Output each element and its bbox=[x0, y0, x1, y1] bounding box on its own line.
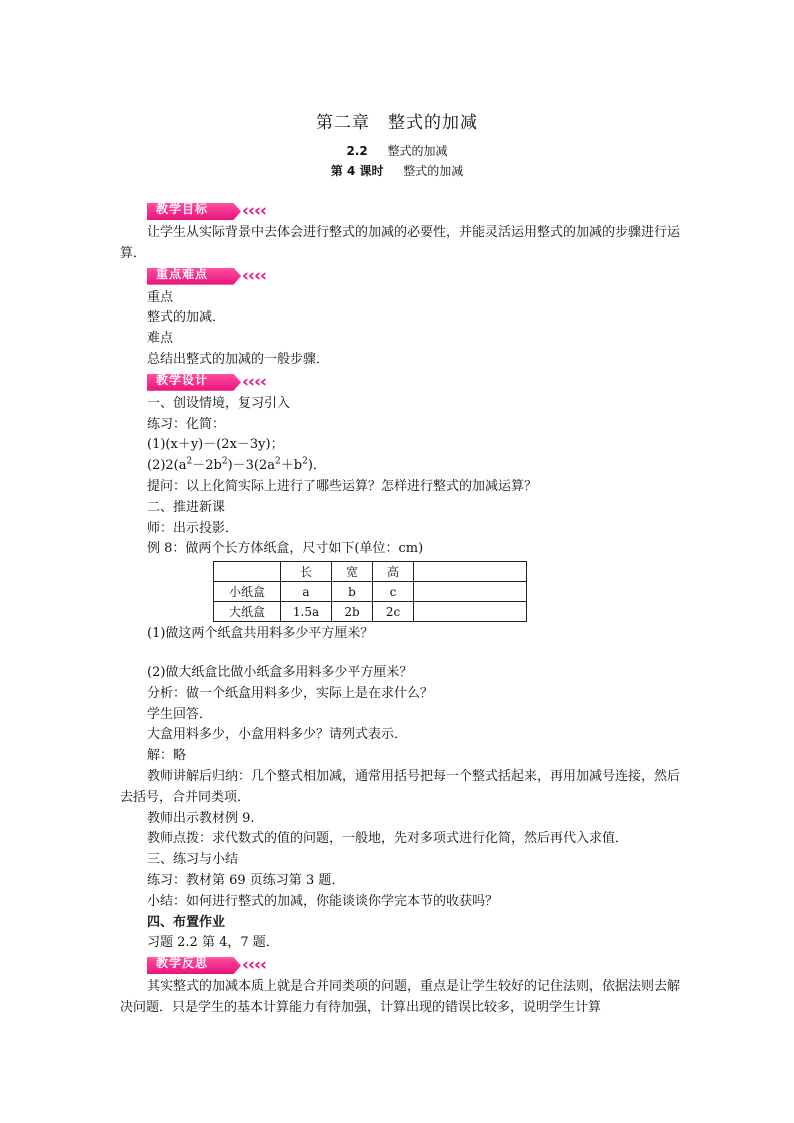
key-points-banner bbox=[120, 266, 680, 287]
section-number: 2.2 bbox=[346, 144, 368, 158]
table-row bbox=[214, 582, 527, 602]
exercise-two: $(2)2(a^2-2b^2)-3(2a^2+b^2)$． bbox=[147, 456, 326, 474]
table-row bbox=[214, 602, 527, 622]
table-cell: 大纸盒 bbox=[214, 602, 281, 622]
practice-label: 练习：化简： bbox=[147, 416, 226, 432]
table-cell: c bbox=[373, 582, 414, 602]
exercise-one: (1)(x＋y)－(2x－3y)； bbox=[147, 437, 284, 453]
difficulty-label: 难点 bbox=[147, 331, 174, 347]
step-three-heading: 三、练习与小结 bbox=[147, 852, 239, 868]
table-cell: 小纸盒 bbox=[214, 582, 281, 602]
objectives-banner bbox=[120, 201, 680, 222]
question-one: (1)做这两个纸盒共用料多少平方厘米？ bbox=[147, 626, 374, 642]
exercise-text: 练习：教材第 69 页练习第 3 题． bbox=[147, 872, 345, 888]
summary-rule: 教师讲解后归纳：几个整式相加减，通常用括号把每一个整式括起来，再用加减号连接，然后去括号，合并同类项． bbox=[120, 768, 681, 805]
student-answer: 学生回答． bbox=[147, 706, 213, 722]
step-four-heading: 四、布置作业 bbox=[147, 914, 226, 930]
banner-label: 教学反思 bbox=[156, 956, 209, 971]
table-cell bbox=[414, 602, 527, 622]
chapter-title: 第二章 整式的加减 bbox=[316, 113, 478, 133]
table-cell: 宽 bbox=[332, 562, 373, 582]
reflection-text: 其实整式的加减本质上就是合并同类项的问题，重点是让学生较好的记住法则，依据法则去解决问题．只是学生的基本计算能力有待加强，计算出现的错误比较多，说明学生计算 bbox=[120, 979, 681, 1015]
key-point-text: 整式的加减． bbox=[147, 310, 226, 326]
section-title bbox=[0, 142, 794, 159]
difficulty-text: 总结出整式的加减的一般步骤． bbox=[147, 351, 330, 367]
table-cell: 高 bbox=[373, 562, 414, 582]
chevrons-icon: ‹‹‹‹ bbox=[242, 201, 267, 221]
table-cell: a bbox=[281, 582, 332, 602]
section-name: 整式的加减 bbox=[387, 144, 448, 158]
table-cell bbox=[414, 582, 527, 602]
lesson-content bbox=[120, 200, 680, 1019]
homework-text: 习题 2.2 第 4，7 题． bbox=[147, 935, 279, 951]
lesson-title bbox=[0, 162, 794, 179]
big-small-box-text: 大盒用料多少，小盒用料多少？请列式表示． bbox=[147, 727, 408, 743]
table-cell: 长 bbox=[281, 562, 332, 582]
summary-text: 小结：如何进行整式的加减，你能谈谈你学完本节的收获吗？ bbox=[147, 893, 499, 909]
solution-text: 解：略 bbox=[147, 748, 187, 764]
table-header-row bbox=[214, 562, 527, 582]
table-cell: 1.5a bbox=[281, 602, 332, 622]
design-banner bbox=[120, 372, 680, 393]
table-cell: 2b bbox=[332, 602, 373, 622]
lesson-number: 第 4 课时 bbox=[330, 164, 384, 178]
question-two: (2)做大纸盒比做小纸盒多用料多少平方厘米？ bbox=[147, 664, 413, 680]
banner-label: 重点难点 bbox=[156, 266, 209, 281]
chevrons-icon: ‹‹‹‹ bbox=[242, 371, 267, 392]
box-dimensions-table bbox=[213, 561, 527, 622]
banner-label: 教学设计 bbox=[156, 372, 209, 387]
table-cell bbox=[214, 562, 281, 582]
step-two-heading: 二、推进新课 bbox=[147, 499, 226, 515]
table-cell bbox=[414, 562, 527, 582]
teacher-tip: 教师点拨：求代数式的值的问题，一般地，先对多项式进行化简，然后再代入求值． bbox=[147, 831, 629, 847]
reflection-banner bbox=[120, 955, 680, 976]
table-cell: 2c bbox=[373, 602, 414, 622]
lesson-name: 整式的加减 bbox=[403, 164, 464, 178]
analysis-text: 分析：做一个纸盒用料多少，实际上是在求什么？ bbox=[147, 685, 434, 701]
step-one-heading: 一、创设情境，复习引入 bbox=[147, 395, 291, 411]
question-text: 提问：以上化简实际上进行了哪些运算？怎样进行整式的加减运算？ bbox=[147, 478, 538, 494]
table-cell: b bbox=[332, 582, 373, 602]
key-point-label: 重点 bbox=[147, 289, 174, 305]
chevrons-icon: ‹‹‹‹ bbox=[242, 955, 267, 976]
show-example-text: 教师出示教材例 9. bbox=[147, 810, 255, 826]
blank-space bbox=[120, 645, 680, 663]
banner-label: 教学目标 bbox=[156, 202, 209, 216]
chevrons-icon: ‹‹‹‹ bbox=[242, 265, 267, 286]
teacher-note: 师：出示投影． bbox=[147, 520, 239, 536]
objectives-text: 让学生从实际背景中去体会进行整式的加减的必要性，并能灵活运用整式的加减的步骤进行运算． bbox=[120, 225, 681, 261]
example-eight: 例 8：做两个长方体纸盒，尺寸如下(单位：cm) bbox=[147, 541, 424, 557]
